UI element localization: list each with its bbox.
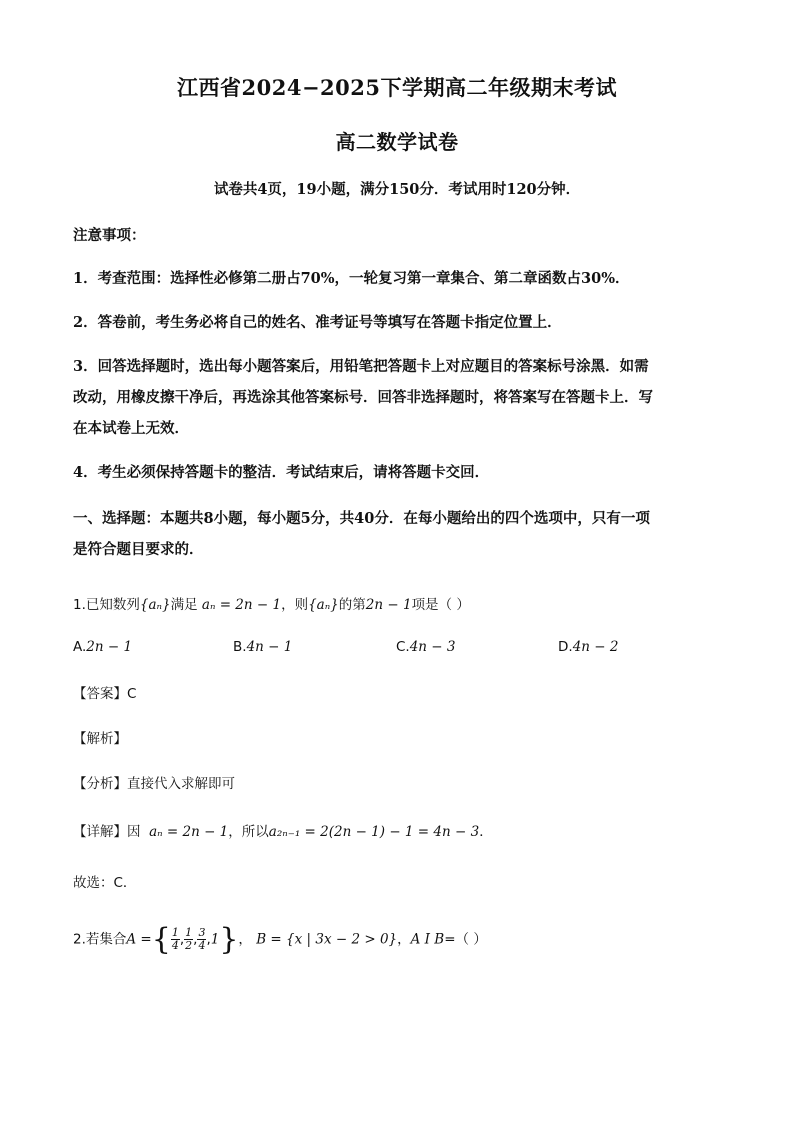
section-1-line-1: 一、选择题：本题共8小题，每小题5分，共40分．在每小题给出的四个选项中，只有一项 [73, 510, 650, 527]
notice-item-4: 4．考生必须保持答题卡的整洁．考试结束后，请将答题卡交回． [73, 464, 490, 481]
q1-text: 1.已知数列 [73, 597, 140, 613]
q1-answer: 【答案】C [73, 686, 137, 702]
q2-operation: A I B [410, 931, 445, 948]
q1-text: ，则 [281, 597, 309, 613]
q2-text: ， [397, 931, 411, 948]
fraction-denominator: 4 [171, 939, 179, 952]
fraction-denominator: 4 [198, 939, 206, 952]
q2-fraction-3 [197, 927, 206, 952]
q1-option-a-label: A. [73, 639, 87, 655]
q2-text: 2.若集合 [73, 931, 127, 948]
q1-sequence: {aₙ} [139, 597, 171, 613]
right-brace-icon: } [219, 922, 239, 957]
q2-set-b: B = {x | 3x − 2 > 0} [256, 931, 398, 948]
q1-text: 的第 [338, 597, 366, 613]
q2-fraction-2 [184, 927, 193, 952]
q1-option-a [73, 639, 132, 655]
q1-term: 2n − 1 [365, 597, 412, 613]
question-1 [73, 593, 733, 613]
fraction-numerator: 1 [171, 926, 179, 939]
notice-heading: 注意事项： [73, 227, 146, 244]
q2-fraction-1 [171, 927, 180, 952]
q1-formula: aₙ = 2n − 1 [201, 597, 282, 613]
notice-item-3-line-2: 改动，用橡皮擦干净后，再选涂其他答案标号．回答非选择题时，将答案写在答题卡上．写 [73, 389, 653, 406]
q1-text: 满足 [170, 597, 198, 613]
q1-option-b-value: 4n − 1 [246, 639, 293, 655]
q1-analysis: 【解析】 [73, 731, 127, 747]
q1-detail-formula-2: a₂ₙ₋₁ = 2(2n − 1) − 1 = 4n − 3 [268, 824, 480, 840]
q1-detail-text: 【详解】因 [73, 824, 141, 840]
notice-item-3-line-3: 在本试卷上无效． [73, 420, 189, 437]
q2-text: =（ ） [444, 931, 487, 948]
q1-detail-text: ． [479, 824, 493, 840]
q2-set-last-element: 1 [210, 931, 220, 948]
q1-option-b [233, 639, 292, 655]
q2-text: ， [238, 931, 252, 948]
q1-detail-text: ，所以 [228, 824, 269, 840]
exam-info: 试卷共4页，19小题，满分150分．考试用时120分钟． [213, 181, 581, 198]
q1-option-d [558, 639, 618, 655]
notice-item-3-line-1: 3．回答选择题时，选出每小题答案后，用铅笔把答题卡上对应题目的答案标号涂黑．如需 [73, 358, 649, 375]
fraction-numerator: 1 [185, 926, 193, 939]
q1-detail [73, 820, 733, 840]
left-brace-icon: { [151, 922, 171, 957]
q1-choice: 故选：C． [73, 875, 137, 891]
q1-option-c [396, 639, 456, 655]
q1-sequence: {aₙ} [308, 597, 339, 613]
q2-set-a-label: A = [126, 931, 152, 948]
exam-subtitle: 高二数学试卷 [335, 130, 459, 154]
q1-option-c-value: 4n − 3 [409, 639, 456, 655]
q1-option-b-label: B. [233, 639, 247, 655]
question-2: 2.若集合A ={ $\frac{1}{4}$ , $\frac{1}{2}$ , $\frac{3}{4}$ ,1}， B = {x | 3x − 2 > 0}，A I B=（ ） [73, 922, 487, 957]
fraction-denominator: 2 [185, 939, 193, 952]
q1-option-d-label: D. [558, 639, 573, 655]
q1-option-a-value: 2n − 1 [86, 639, 133, 655]
notice-item-1: 1．考查范围：选择性必修第二册占70%，一轮复习第一章集合、第二章函数占30%． [73, 270, 630, 287]
exam-title: 江西省2024−2025下学期高二年级期末考试 [177, 75, 617, 100]
fraction-numerator: 3 [198, 926, 206, 939]
q1-fenxi: 【分析】直接代入求解即可 [73, 776, 235, 792]
q1-text: 项是（ ） [411, 597, 470, 613]
section-1-line-2: 是符合题目要求的． [73, 541, 204, 558]
q1-detail-formula-1: aₙ = 2n − 1 [149, 824, 229, 840]
notice-item-2: 2．答卷前，考生务必将自己的姓名、准考证号等填写在答题卡指定位置上． [73, 314, 562, 331]
q1-option-d-value: 4n − 2 [572, 639, 619, 655]
q1-option-c-label: C. [396, 639, 410, 655]
